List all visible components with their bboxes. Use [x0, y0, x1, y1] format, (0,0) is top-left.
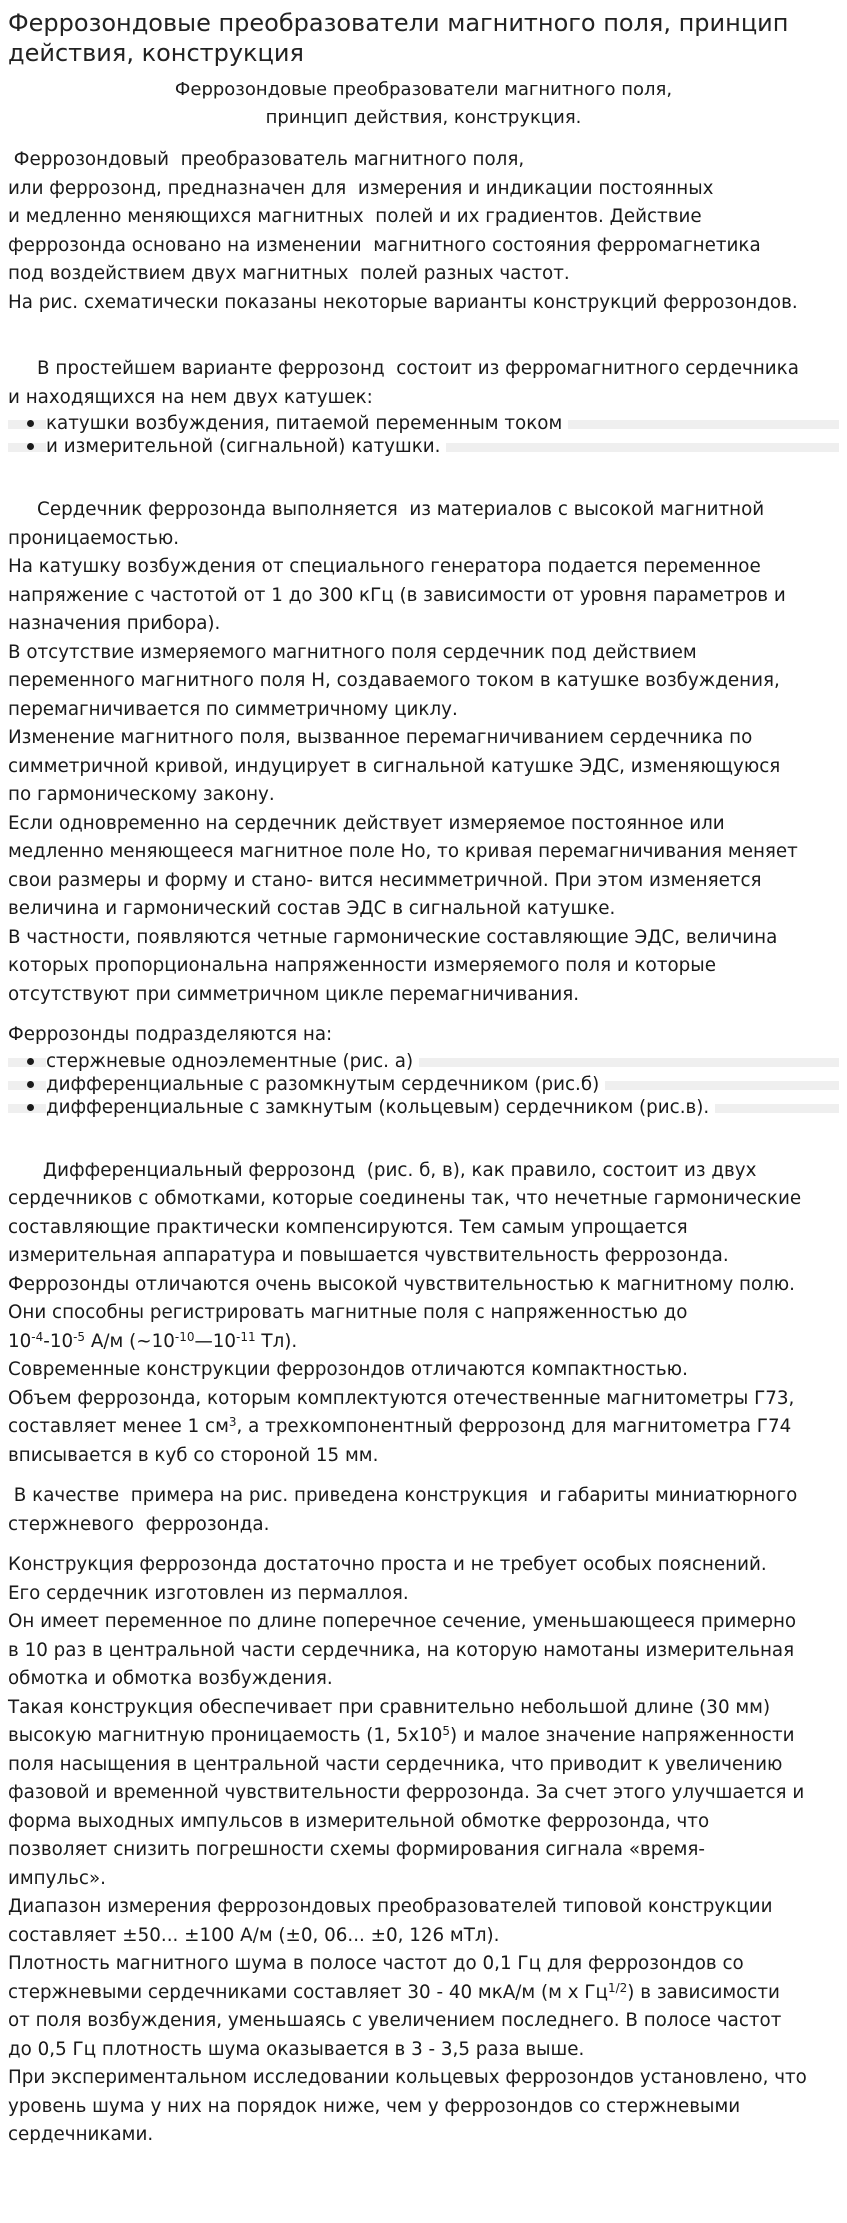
text-line: медленно меняющееся магнитное поле Ho, то кривая перемагничивания меняет: [8, 841, 798, 862]
differential-paragraph: [8, 1157, 839, 1471]
text-line: сердечниками.: [8, 2124, 154, 2145]
text-line: Такая конструкция обеспечивает при сравнительно небольшой длине (30 мм): [8, 1696, 771, 1718]
text-line: фазовой и временной чувствительности феррозонда. За счет этого улучшается и: [8, 1782, 805, 1803]
text-line: Дифференциальный феррозонд (рис. б, в), как правило, состоит из двух: [8, 1159, 757, 1181]
text-line: Изменение магнитного поля, вызванное перемагничиванием сердечника по: [8, 727, 753, 748]
text-line: Его сердечник изготовлен из пермаллоя.: [8, 1582, 409, 1604]
text-line: Он имеет переменное по длине поперечное сечение, уменьшающееся примерно: [8, 1611, 797, 1632]
text-line: Конструкция феррозонда достаточно проста и не требует особых пояснений.: [8, 1554, 767, 1575]
text-line: свои размеры и форму и стано- вится несимметричной. При этом изменяется: [8, 869, 762, 891]
noise-line: стержневыми сердечниками составляет 30 - 40 мкА/м (м х $Гц^{1/2}$) в зависимости: [8, 1980, 780, 2003]
text-line: Они способны регистрировать магнитные поля с напряженностью до: [8, 1302, 688, 1323]
text-line: от поля возбуждения, уменьшаясь с увеличением последнего. В полосе частот: [8, 2010, 782, 2031]
subtitle-line: принцип действия, конструкция.: [265, 107, 582, 128]
list-item-text: и измерительной (сигнальной) катушки.: [46, 436, 446, 457]
list-item: [8, 1073, 839, 1096]
article-subtitle: [8, 76, 839, 132]
text-line: Феррозондовый преобразователь магнитного поля,: [8, 149, 525, 170]
list-item-text: стержневые одноэлементные (рис. а): [46, 1051, 419, 1072]
text-line: В частности, появляются четные гармонические составляющие ЭДС, величина: [8, 926, 778, 948]
text-line: сердечников с обмотками, которые соединены так, что нечетные гармонические: [8, 1188, 802, 1209]
text-line: Если одновременно на сердечник действует измеряемое постоянное или: [8, 812, 725, 834]
text-line: Плотность магнитного шума в полосе частот до 0,1 Гц для феррозондов со: [8, 1953, 744, 1974]
text-line: Феррозонды отличаются очень высокой чувствительностью к магнитному полю.: [8, 1273, 795, 1295]
text-line: переменного магнитного поля H, создаваемого током в катушке возбуждения,: [8, 670, 780, 691]
text-line: поля насыщения в центральной части сердечника, что приводит к увеличению: [8, 1753, 783, 1775]
cube-line: вписывается в куб со стороной 15 мм.: [8, 1444, 379, 1466]
text-line: величина и гармонический состав ЭДС в сигнальной катушке.: [8, 898, 616, 919]
types-list: [8, 1050, 839, 1119]
text-line: импульс».: [8, 1867, 106, 1889]
coils-list: [8, 412, 839, 458]
text-line: позволяет снизить погрешности схемы формирования сигнала «время-: [8, 1839, 706, 1860]
simple-variant-paragraph: [8, 355, 839, 412]
text-line: отсутствуют при симметричном цикле перемагничивания.: [8, 983, 580, 1005]
list-item: [8, 412, 839, 435]
text-line: При экспериментальном исследовании кольцевых феррозондов установлено, что: [8, 2067, 807, 2088]
intro-paragraph: [8, 146, 839, 317]
text-line: и медленно меняющихся магнитных полей и их градиентов. Действие: [8, 206, 702, 227]
text-line: Объем феррозонда, которым комплектуются отечественные магнитометры Г73,: [8, 1387, 795, 1409]
text-line: под воздействием двух магнитных полей разных частот.: [8, 263, 570, 284]
text-line: и находящихся на нем двух катушек:: [8, 386, 373, 408]
text-line: назначения прибора).: [8, 613, 221, 634]
article: [8, 8, 839, 2150]
list-item-text: катушки возбуждения, питаемой переменным током: [46, 413, 568, 434]
text-line: В простейшем варианте феррозонд состоит из ферромагнитного сердечника: [8, 358, 799, 379]
core-paragraph: [8, 496, 839, 1009]
subtitle-line: Феррозондовые преобразователи магнитного поля,: [174, 79, 673, 100]
text-line: напряжение с частотой от 1 до 300 кГц (в зависимости от уровня параметров и: [8, 584, 786, 606]
title-line: Феррозондовые преобразователи магнитного поля, принцип: [8, 9, 789, 37]
text-line: составляющие практически компенсируются. Тем самым упрощается: [8, 1216, 688, 1238]
text-line: в 10 раз в центральной части сердечника, на которую намотаны измерительная: [8, 1639, 795, 1661]
text-line: стержневого феррозонда.: [8, 1513, 270, 1535]
compact-line: Современные конструкции феррозондов отличаются компактностью.: [8, 1359, 688, 1380]
text-line: или феррозонд, предназначен для измерения и индикации постоянных: [8, 177, 714, 199]
list-item: [8, 435, 839, 458]
text-line: перемагничивается по симметричному циклу.: [8, 698, 458, 720]
list-item: [8, 1096, 839, 1119]
list-item-text: дифференциальные с разомкнутым сердечником (рис.б): [46, 1074, 605, 1095]
text-line: по гармоническому закону.: [8, 784, 275, 805]
volume-line: составляет менее 1 $см^3$, а трехкомпонентный феррозонд для магнитометра Г74: [8, 1415, 792, 1437]
text-line: до 0,5 Гц плотность шума оказывается в 3 - 3,5 раза выше.: [8, 2038, 585, 2060]
text-line: феррозонда основано на изменении магнитного состояния ферромагнетика: [8, 234, 761, 256]
sensitivity-range: $10^{-4}-10^{-5}$ А/м ($\sim 10^{-10}—10^{-11}$ Тл).: [8, 1329, 298, 1352]
text-line: На рис. схематически показаны некоторые варианты конструкций феррозондов.: [8, 291, 798, 313]
text-line: В качестве примера на рис. приведена конструкция и габариты миниатюрного: [8, 1485, 798, 1506]
types-heading: Феррозонды подразделяются на:: [8, 1024, 333, 1045]
text-line: форма выходных импульсов в измерительной обмотке феррозонда, что: [8, 1810, 710, 1832]
list-item-text: дифференциальные с замкнутым (кольцевым) сердечником (рис.в).: [46, 1097, 715, 1118]
text-line: проницаемостью.: [8, 527, 180, 549]
text-line: которых пропорциональна напряженности измеряемого поля и которые: [8, 955, 716, 976]
text-line: Диапазон измерения феррозондовых преобразователей типовой конструкции: [8, 1896, 773, 1917]
page-title: [8, 8, 839, 68]
text-line: На катушку возбуждения от специального генератора подается переменное: [8, 556, 761, 577]
text-line: обмотка и обмотка возбуждения.: [8, 1668, 333, 1689]
text-line: уровень шума у них на порядок ниже, чем у феррозондов со стержневыми: [8, 2095, 741, 2117]
text-line: измерительная аппаратура и повышается чувствительность феррозонда.: [8, 1245, 729, 1266]
example-paragraph: [8, 1482, 839, 1539]
text-line: составляет ±50... ±100 А/м (±0, 06... ±0, 126 мТл).: [8, 1924, 500, 1946]
list-item: [8, 1050, 839, 1073]
text-line: симметричной кривой, индуцирует в сигнальной катушке ЭДС, изменяющуюся: [8, 755, 781, 777]
text-line: В отсутствие измеряемого магнитного поля сердечник под действием: [8, 641, 697, 663]
title-line: действия, конструкция: [8, 39, 304, 67]
design-paragraph: [8, 1551, 839, 2150]
text-line: Сердечник феррозонда выполняется из материалов с высокой магнитной: [8, 499, 765, 520]
permeability-line: высокую магнитную проницаемость (1, $5х10^5$) и малое значение напряженности: [8, 1724, 795, 1746]
